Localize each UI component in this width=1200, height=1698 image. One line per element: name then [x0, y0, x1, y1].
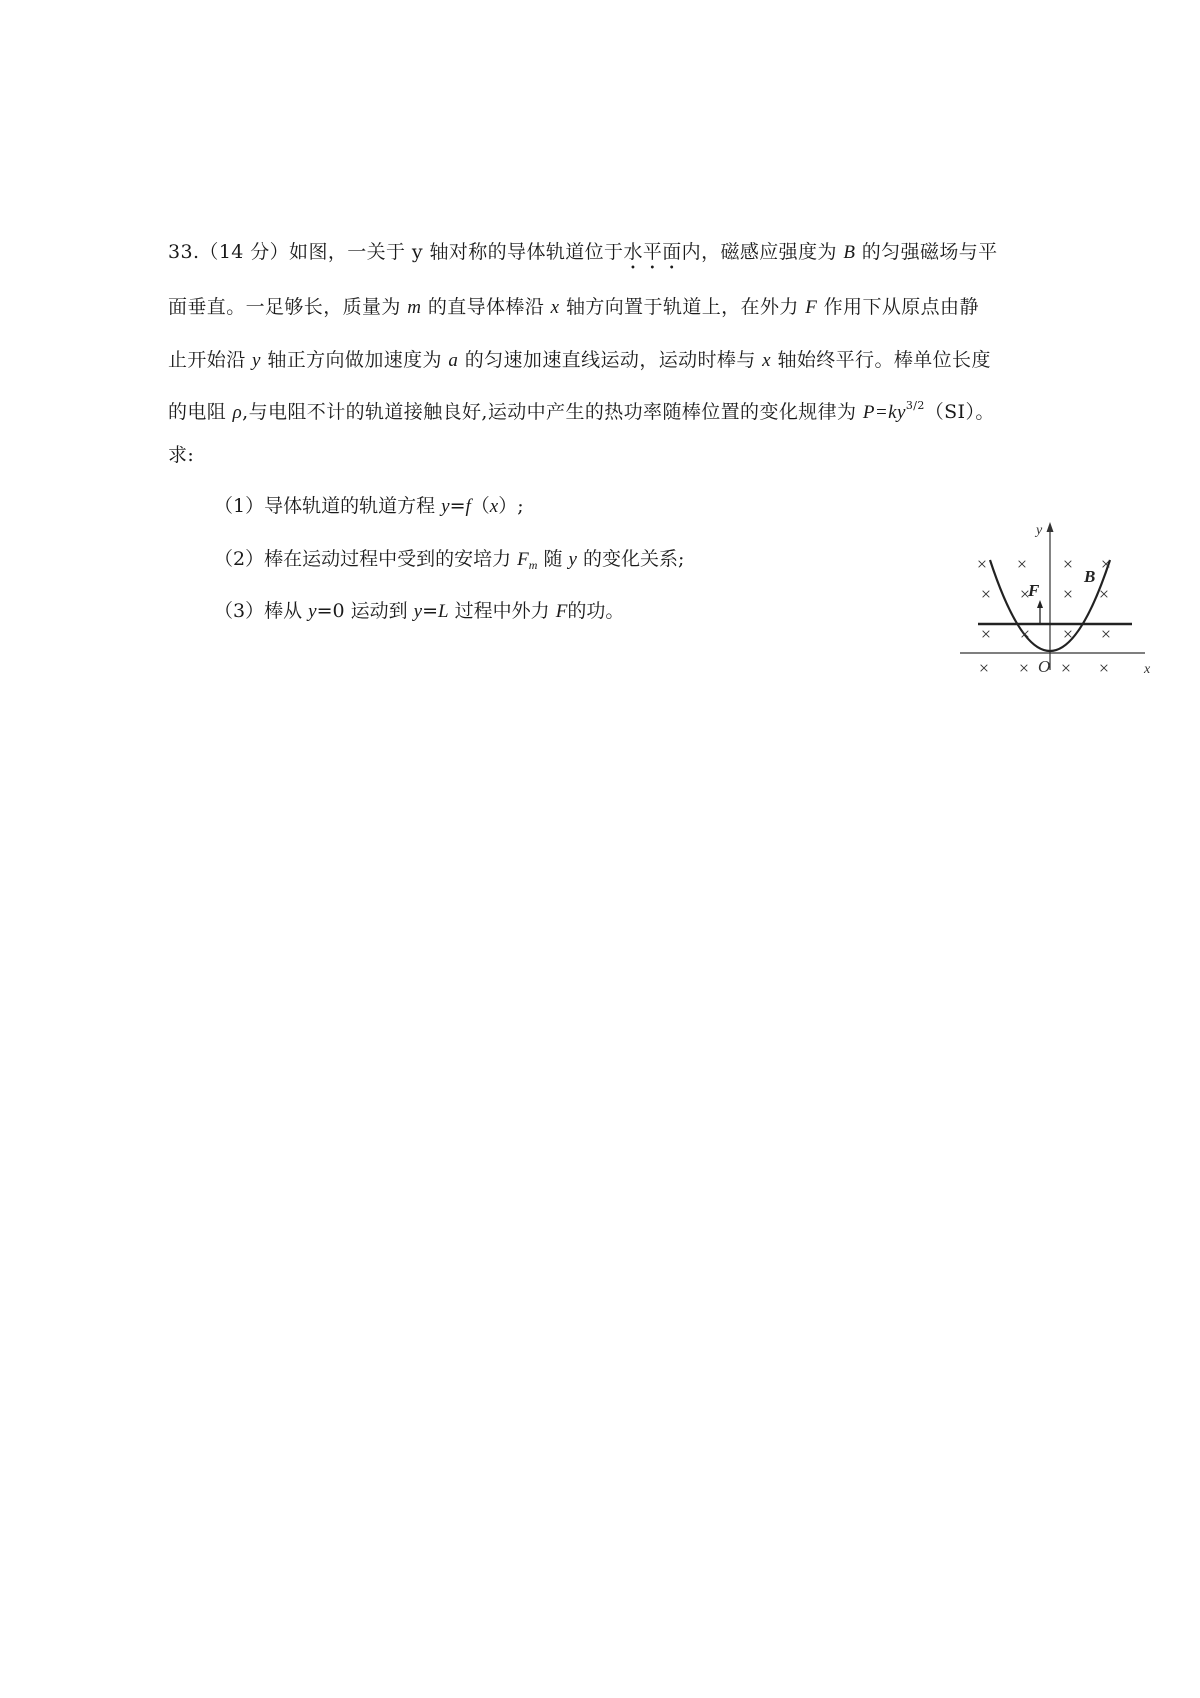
emphasized-text: 水平面 [623, 241, 682, 263]
symbol-subscript-m: m [528, 558, 538, 572]
symbol-m: m [407, 297, 422, 318]
field-cross: × [1062, 584, 1074, 604]
subquestion-label: （3） [214, 600, 265, 622]
question-number: 33. [168, 241, 200, 263]
force-arrow-head-icon [1037, 600, 1043, 608]
question-text: 内，磁感应强度为 [681, 241, 844, 263]
symbol-y: y [568, 549, 577, 570]
symbol-F: F [805, 297, 818, 318]
field-cross: × [980, 624, 992, 644]
subquestion-label: （2） [214, 548, 265, 570]
symbol-L: L [438, 601, 449, 622]
subquestion-text: 的变化关系; [576, 548, 685, 570]
question-text: 轴正方向做加速度为 [260, 349, 449, 371]
question-text: 的匀强磁场与平 [855, 241, 998, 263]
field-cross: × [1100, 624, 1112, 644]
symbol-paren: ）; [498, 495, 524, 517]
subquestion-text: 导体轨道的轨道方程 [264, 495, 442, 517]
symbol-y: y [308, 601, 317, 622]
field-cross: × [1062, 624, 1074, 644]
origin-label: O [1038, 657, 1051, 676]
field-cross: × [1019, 624, 1031, 644]
question-line-1 [168, 238, 998, 274]
subquestion-text: =0 运动到 [316, 600, 414, 622]
question-text: ,与电阻不计的轨道接触良好,运动中产生的热功率随棒位置的变化规律为 [242, 401, 863, 423]
subquestion-text: 过程中外力 [448, 600, 556, 622]
field-cross: × [1098, 584, 1110, 604]
question-text: 的直导体棒沿 [421, 296, 551, 318]
symbol-a: a [448, 350, 459, 371]
field-label: B [1084, 567, 1096, 586]
symbol-f: f [465, 496, 471, 517]
symbol-y: y [252, 350, 261, 371]
question-line-5 [168, 441, 194, 469]
subquestion-text: 随 [537, 548, 569, 570]
symbol-F: F [517, 549, 529, 570]
question-text: （SI）。 [924, 401, 995, 423]
question-text: 止开始沿 [168, 349, 253, 371]
subquestion-2 [214, 545, 684, 574]
power-formula: P=ky [862, 402, 906, 423]
symbol-rho: ρ [232, 402, 243, 423]
field-cross: × [1098, 658, 1110, 678]
subquestion-3 [214, 597, 624, 626]
power-exponent: 3/2 [905, 399, 925, 412]
field-cross: × [1018, 658, 1030, 678]
symbol-B: B [843, 242, 856, 263]
symbol-x: x [762, 350, 772, 371]
question-text: 面垂直。一足够长，质量为 [168, 296, 408, 318]
field-cross: × [1016, 554, 1028, 574]
question-text: 求: [168, 444, 195, 466]
question-text: 轴方向置于轨道上，在外力 [559, 296, 806, 318]
symbol-x: x [489, 496, 499, 517]
symbol-y: y [441, 496, 450, 517]
question-text: 的匀速加速直线运动，运动时棒与 [458, 349, 763, 371]
symbol-paren: （ [470, 495, 490, 517]
rail-diagram [960, 520, 1155, 695]
y-axis-label: y [1036, 523, 1043, 538]
subquestion-1 [214, 492, 524, 521]
subquestion-text: 棒从 [264, 600, 309, 622]
field-cross: × [1062, 554, 1074, 574]
question-text: 轴始终平行。棒单位长度 [771, 349, 991, 371]
symbol-equals: = [449, 495, 466, 517]
x-axis-label: x [1144, 662, 1151, 677]
field-cross: × [978, 658, 990, 678]
symbol-x: x [550, 297, 560, 318]
field-cross: × [1019, 584, 1031, 604]
force-label: F [1028, 581, 1040, 600]
symbol-y: y [413, 601, 423, 622]
question-text: 如图，一关于 y 轴对称的导体轨道位于 [289, 241, 624, 263]
question-points: （14 分） [199, 241, 290, 263]
symbol-equals: = [422, 600, 439, 622]
y-axis-arrow-icon [1047, 522, 1054, 532]
subquestion-text: 棒在运动过程中受到的安培力 [264, 548, 518, 570]
field-cross: × [980, 584, 992, 604]
question-text: 的电阻 [168, 401, 233, 423]
field-cross: × [1100, 554, 1112, 574]
question-line-4 [168, 398, 995, 427]
field-cross: × [1060, 658, 1072, 678]
question-line-3 [168, 346, 991, 375]
symbol-F: F [555, 601, 568, 622]
field-cross: × [976, 554, 988, 574]
question-text: 作用下从原点由静 [817, 296, 979, 318]
subquestion-label: （1） [214, 495, 265, 517]
subquestion-text: 的功。 [567, 600, 625, 622]
question-line-2 [168, 293, 979, 322]
